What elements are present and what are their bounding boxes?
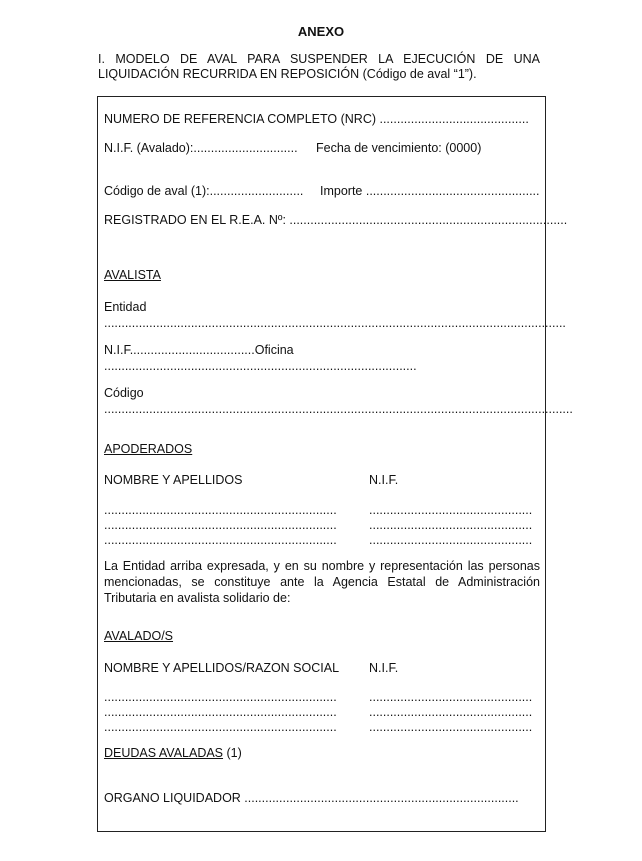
registrado-rea-field: REGISTRADO EN EL R.E.A. Nº: ................................................................................ [104, 213, 568, 227]
apoderado-nif-line: ............................................... [369, 518, 533, 532]
apoderados-nif-header: N.I.F. [369, 473, 399, 487]
nrc-field: NUMERO DE REFERENCIA COMPLETO (NRC) ........................................... [104, 112, 529, 126]
avalado-nif-line: ............................................... [369, 690, 533, 704]
fecha-vencimiento-field: Fecha de vencimiento: (0000) [316, 141, 482, 155]
nif-avalado-field: N.I.F. (Avalado):.............................. [104, 141, 298, 155]
entidad-line: ..................................................................................................................................... [104, 316, 566, 330]
avalado-nif-line: ............................................... [369, 720, 533, 734]
organo-liquidador-field: ORGANO LIQUIDADOR ............................................................................... [104, 791, 519, 805]
avalista-heading: AVALISTA [104, 268, 161, 282]
entidad-label: Entidad [104, 300, 147, 314]
deudas-avaladas-label: DEUDAS AVALADAS [104, 746, 224, 760]
page-title: ANEXO [297, 24, 345, 39]
avalados-name-header: NOMBRE Y APELLIDOS/RAZON SOCIAL [104, 661, 340, 675]
codigo-aval-field: Código de aval (1):........................... [104, 184, 304, 198]
avalados-nif-header: N.I.F. [369, 661, 399, 675]
avalado-name-line: ................................................................... [104, 705, 337, 719]
deudas-avaladas-note: (1) [223, 746, 242, 760]
apoderado-nif-line: ............................................... [369, 533, 533, 547]
avalado-name-line: ................................................................... [104, 720, 337, 734]
document-heading: I. MODELO DE AVAL PARA SUSPENDER LA EJECUCIÓN DE UNA LIQUIDACIÓN RECURRIDA EN REPOSICIÓN (Código de aval “1”). [98, 52, 540, 81]
apoderados-name-header: NOMBRE Y APELLIDOS [104, 473, 243, 487]
nif-oficina-field: N.I.F....................................Oficina [104, 343, 294, 357]
apoderados-heading: APODERADOS [104, 442, 193, 456]
apoderado-name-line: ................................................................... [104, 533, 337, 547]
codigo-label: Código [104, 386, 144, 400]
codigo-line: ....................................................................................................................................... [104, 402, 573, 416]
apoderado-name-line: ................................................................... [104, 518, 337, 532]
avalado-name-line: ................................................................... [104, 690, 337, 704]
deudas-avaladas-heading [104, 746, 242, 760]
apoderado-nif-line: ............................................... [369, 503, 533, 517]
importe-field: Importe .................................................. [320, 184, 540, 198]
nif-oficina-line: .......................................................................................... [104, 359, 417, 373]
avalista-paragraph: La Entidad arriba expresada, y en su nombre y representación las personas mencionadas, se constituye ante la Agencia Estatal de Administración Tributaria en avalista solidario de: [104, 559, 540, 605]
apoderado-name-line: ................................................................... [104, 503, 337, 517]
avalados-heading: AVALADO/S [104, 629, 174, 643]
avalado-nif-line: ............................................... [369, 705, 533, 719]
